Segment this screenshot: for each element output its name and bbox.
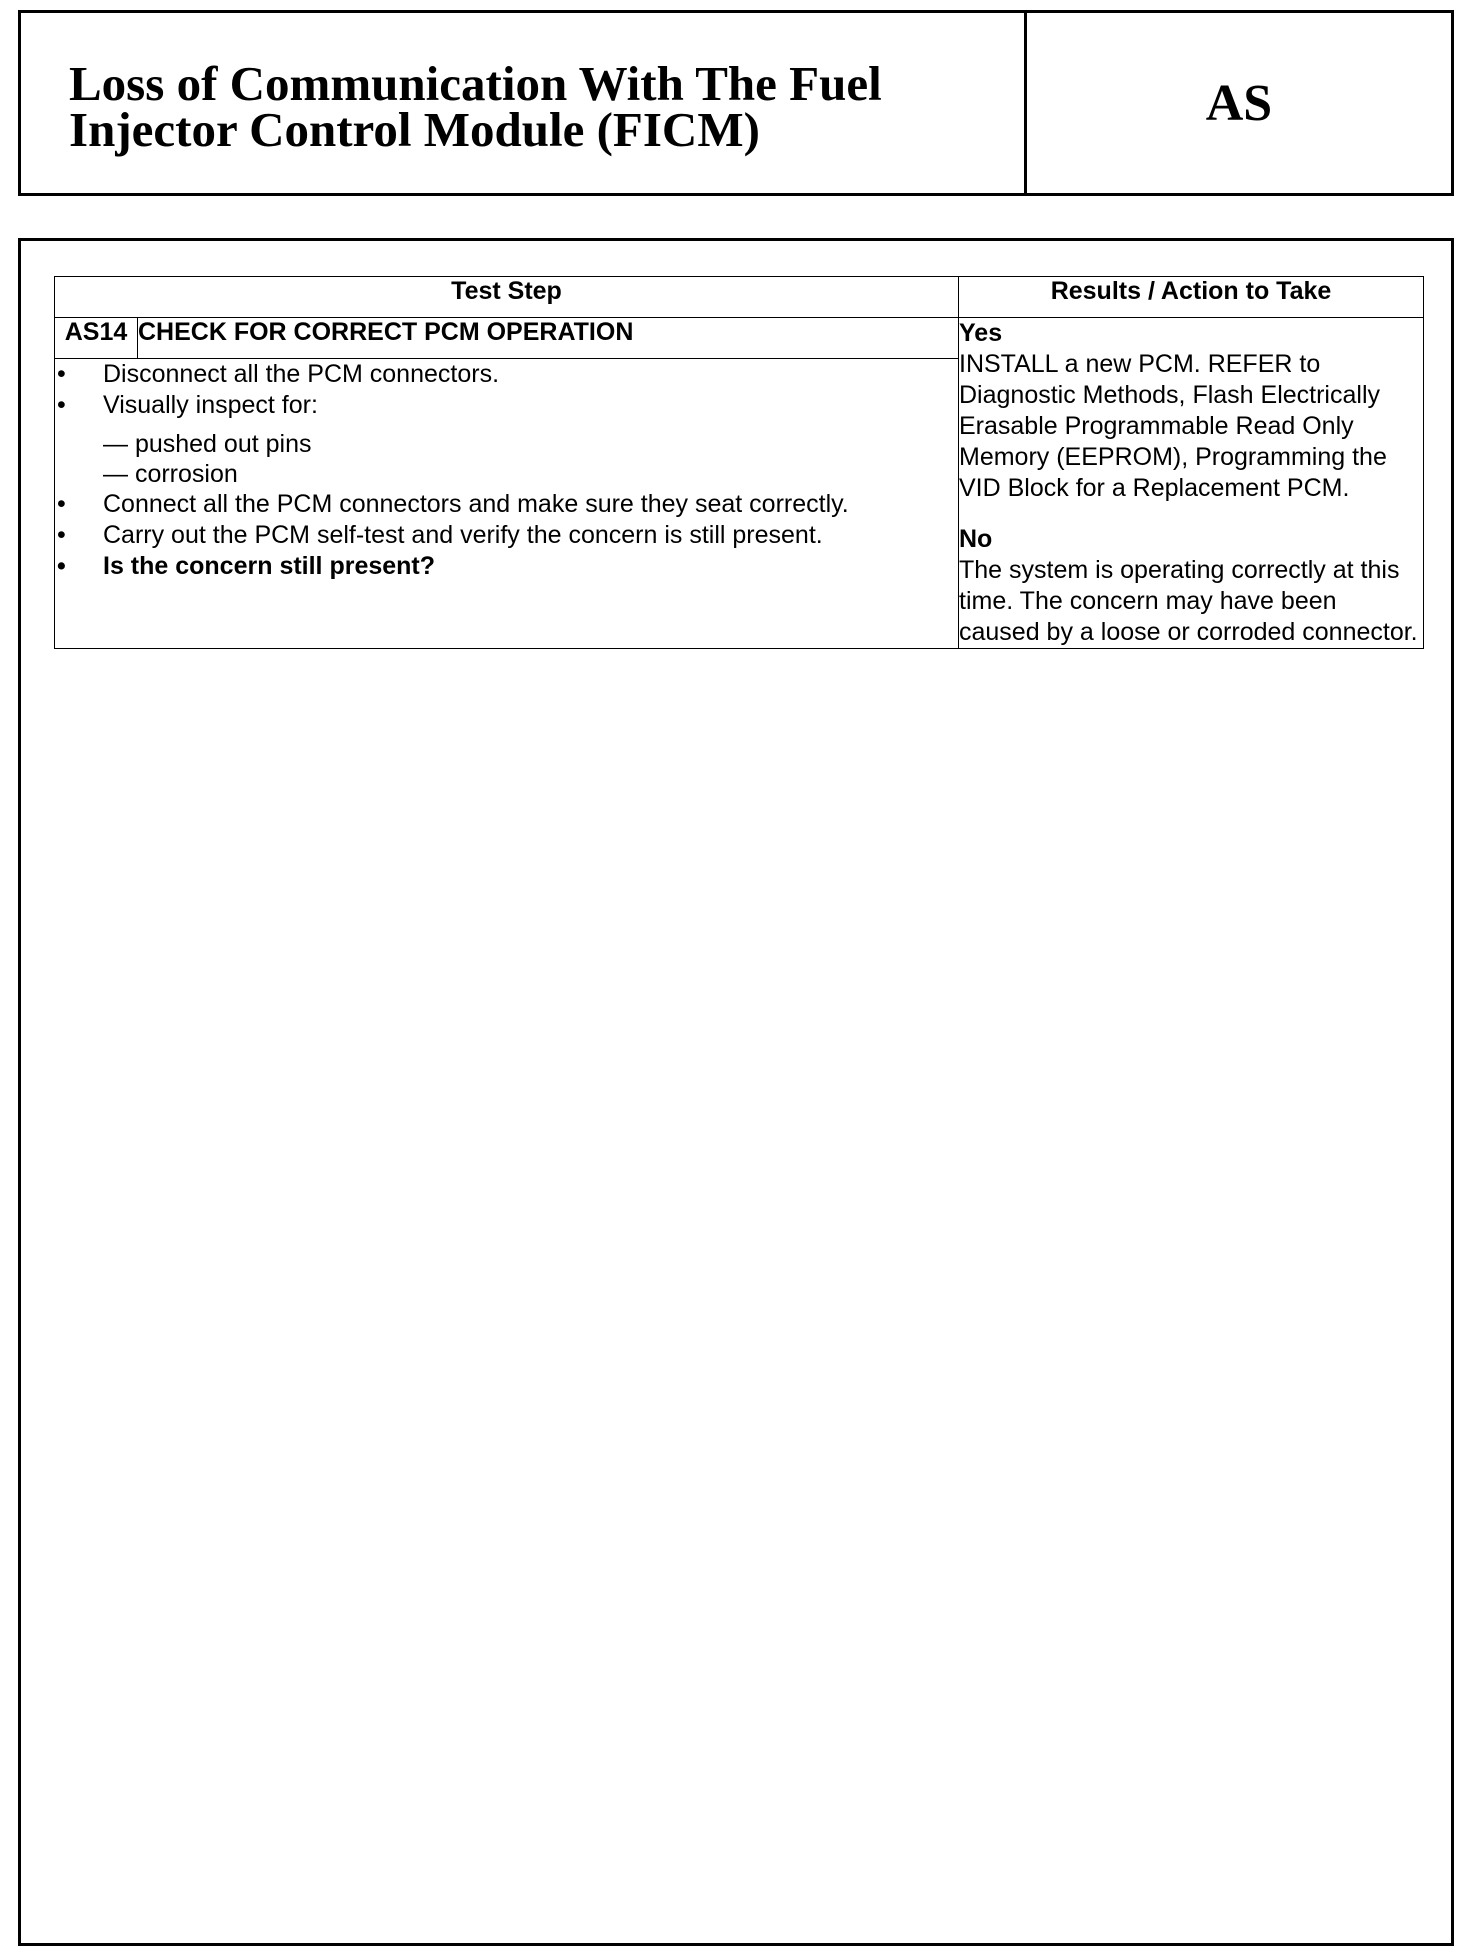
test-step-table [54, 276, 1424, 649]
sub-list-item: — corrosion [103, 460, 238, 488]
list-item: • Carry out the PCM self-test and verify the concern is still present. [57, 521, 823, 549]
table-header-row [55, 277, 1424, 318]
bullet-icon: • [57, 521, 66, 549]
results-cell [959, 318, 1424, 649]
bullet-icon: • [57, 552, 66, 580]
bullet-icon: • [57, 360, 66, 388]
title-cell [21, 13, 1027, 193]
step-id: AS14 [55, 318, 138, 359]
no-label: No [959, 525, 993, 553]
list-item: • Visually inspect for: — pushed out pins — corrosion [55, 390, 958, 489]
list-item: • Connect all the PCM connectors and make sure they seat correctly. [57, 490, 849, 518]
step-list [55, 359, 958, 582]
page-title: Loss of Communication With The Fuel Injector Control Module (FICM) [69, 56, 882, 157]
column-header-test-step: Test Step [55, 277, 959, 318]
step-title: CHECK FOR CORRECT PCM OPERATION [138, 318, 959, 359]
no-action: The system is operating correctly at this time. The concern may have been caused by a loose or corroded connector. [959, 556, 1418, 646]
section-code: AS [1205, 74, 1273, 132]
list-item: • Disconnect all the PCM connectors. [57, 360, 500, 388]
bullet-icon: • [57, 490, 66, 518]
sub-list-item: — pushed out pins [103, 430, 312, 458]
bullet-icon: • [57, 391, 66, 419]
column-header-results: Results / Action to Take [959, 277, 1424, 318]
steps-cell [55, 359, 959, 649]
list-item-question: • Is the concern still present? [57, 552, 436, 580]
inspection-sublist [103, 429, 958, 489]
yes-label: Yes [959, 319, 1003, 347]
header-box [18, 10, 1454, 196]
content-box [18, 238, 1454, 1946]
step-title-row [55, 318, 1424, 359]
yes-action: INSTALL a new PCM. REFER to Diagnostic Methods, Flash Electrically Erasable Programmable Read Only Memory (EEPROM), Programming the VID Block for a Replacement PCM. [959, 350, 1387, 502]
